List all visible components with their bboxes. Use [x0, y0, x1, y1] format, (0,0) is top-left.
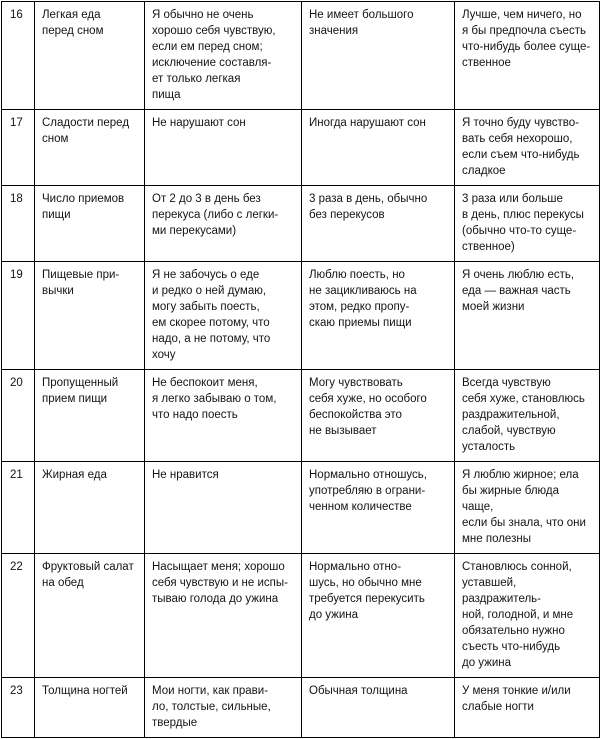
- option-c-cell: Становлюсь сонной, уставшей, раздражитель- ной, голодной, и мне обязательно нужно съесть что-нибудь до ужина: [455, 554, 600, 678]
- option-b-cell: 3 раза в день, обычно без перекусов: [302, 186, 455, 262]
- option-a-cell: Я не забочусь о еде и редко о ней думаю, могу забыть поесть, ем скорее потому, что надо, а не потому, что хочу: [145, 262, 302, 370]
- topic-cell: Число приемов пищи: [35, 186, 145, 262]
- option-b-cell: Нормально отно- шусь, но обычно мне требуется перекусить до ужина: [302, 554, 455, 678]
- option-a-cell: Я обычно не очень хорошо себя чувствую, если ем перед сном; исключение составля- ет только легкая пища: [145, 2, 302, 110]
- table-row: [2, 262, 600, 370]
- option-a-cell: Мои ногти, как прави- ло, толстые, сильные, твердые: [145, 678, 302, 738]
- option-a-cell: От 2 до 3 в день без перекуса (либо с легки- ми перекусами): [145, 186, 302, 262]
- row-number: 18: [2, 186, 35, 262]
- option-c-cell: У меня тонкие и/или слабые ногти: [455, 678, 600, 738]
- row-number: 21: [2, 462, 35, 554]
- topic-cell: Толщина ногтей: [35, 678, 145, 738]
- topic-cell: Жирная еда: [35, 462, 145, 554]
- option-a-cell: Насыщает меня; хорошо себя чувствую и не испы- тываю голода до ужина: [145, 554, 302, 678]
- option-c-cell: Я люблю жирное; ела бы жирные блюда чаще, если бы знала, что они мне полезны: [455, 462, 600, 554]
- row-number: 20: [2, 370, 35, 462]
- option-b-cell: Не имеет большого значения: [302, 2, 455, 110]
- table-row: [2, 678, 600, 738]
- row-number: 17: [2, 110, 35, 186]
- option-c-cell: 3 раза или больше в день, плюс перекусы (обычно что-то суще- ственное): [455, 186, 600, 262]
- option-a-cell: Не беспокоит меня, я легко забываю о том, что надо поесть: [145, 370, 302, 462]
- option-c-cell: Лучше, чем ничего, но я бы предпочла съесть что-нибудь более суще- ственное: [455, 2, 600, 110]
- row-number: 16: [2, 2, 35, 110]
- option-b-cell: Иногда нарушают сон: [302, 110, 455, 186]
- table-row: [2, 186, 600, 262]
- option-b-cell: Люблю поесть, но не зацикливаюсь на этом, редко пропу- скаю приемы пищи: [302, 262, 455, 370]
- option-a-cell: Не нарушают сон: [145, 110, 302, 186]
- table-row: [2, 370, 600, 462]
- table-row: [2, 462, 600, 554]
- questionnaire-table: [1, 1, 600, 738]
- topic-cell: Фруктовый салат на обед: [35, 554, 145, 678]
- table-row: [2, 554, 600, 678]
- option-a-cell: Не нравится: [145, 462, 302, 554]
- row-number: 23: [2, 678, 35, 738]
- row-number: 19: [2, 262, 35, 370]
- table-row: [2, 110, 600, 186]
- option-b-cell: Могу чувствовать себя хуже, но особого беспокойства это не вызывает: [302, 370, 455, 462]
- option-c-cell: Я точно буду чувство- вать себя нехорошо, если съем что-нибудь сладкое: [455, 110, 600, 186]
- row-number: 22: [2, 554, 35, 678]
- topic-cell: Легкая еда перед сном: [35, 2, 145, 110]
- topic-cell: Пищевые при- вычки: [35, 262, 145, 370]
- table-body: [2, 2, 600, 738]
- table-row: [2, 2, 600, 110]
- option-b-cell: Нормально отношусь, употребляю в ограни- ченном количестве: [302, 462, 455, 554]
- option-c-cell: Всегда чувствую себя хуже, становлюсь раздражительной, слабой, чувствую усталость: [455, 370, 600, 462]
- option-b-cell: Обычная толщина: [302, 678, 455, 738]
- topic-cell: Сладости перед сном: [35, 110, 145, 186]
- option-c-cell: Я очень люблю есть, еда — важная часть моей жизни: [455, 262, 600, 370]
- topic-cell: Пропущенный прием пищи: [35, 370, 145, 462]
